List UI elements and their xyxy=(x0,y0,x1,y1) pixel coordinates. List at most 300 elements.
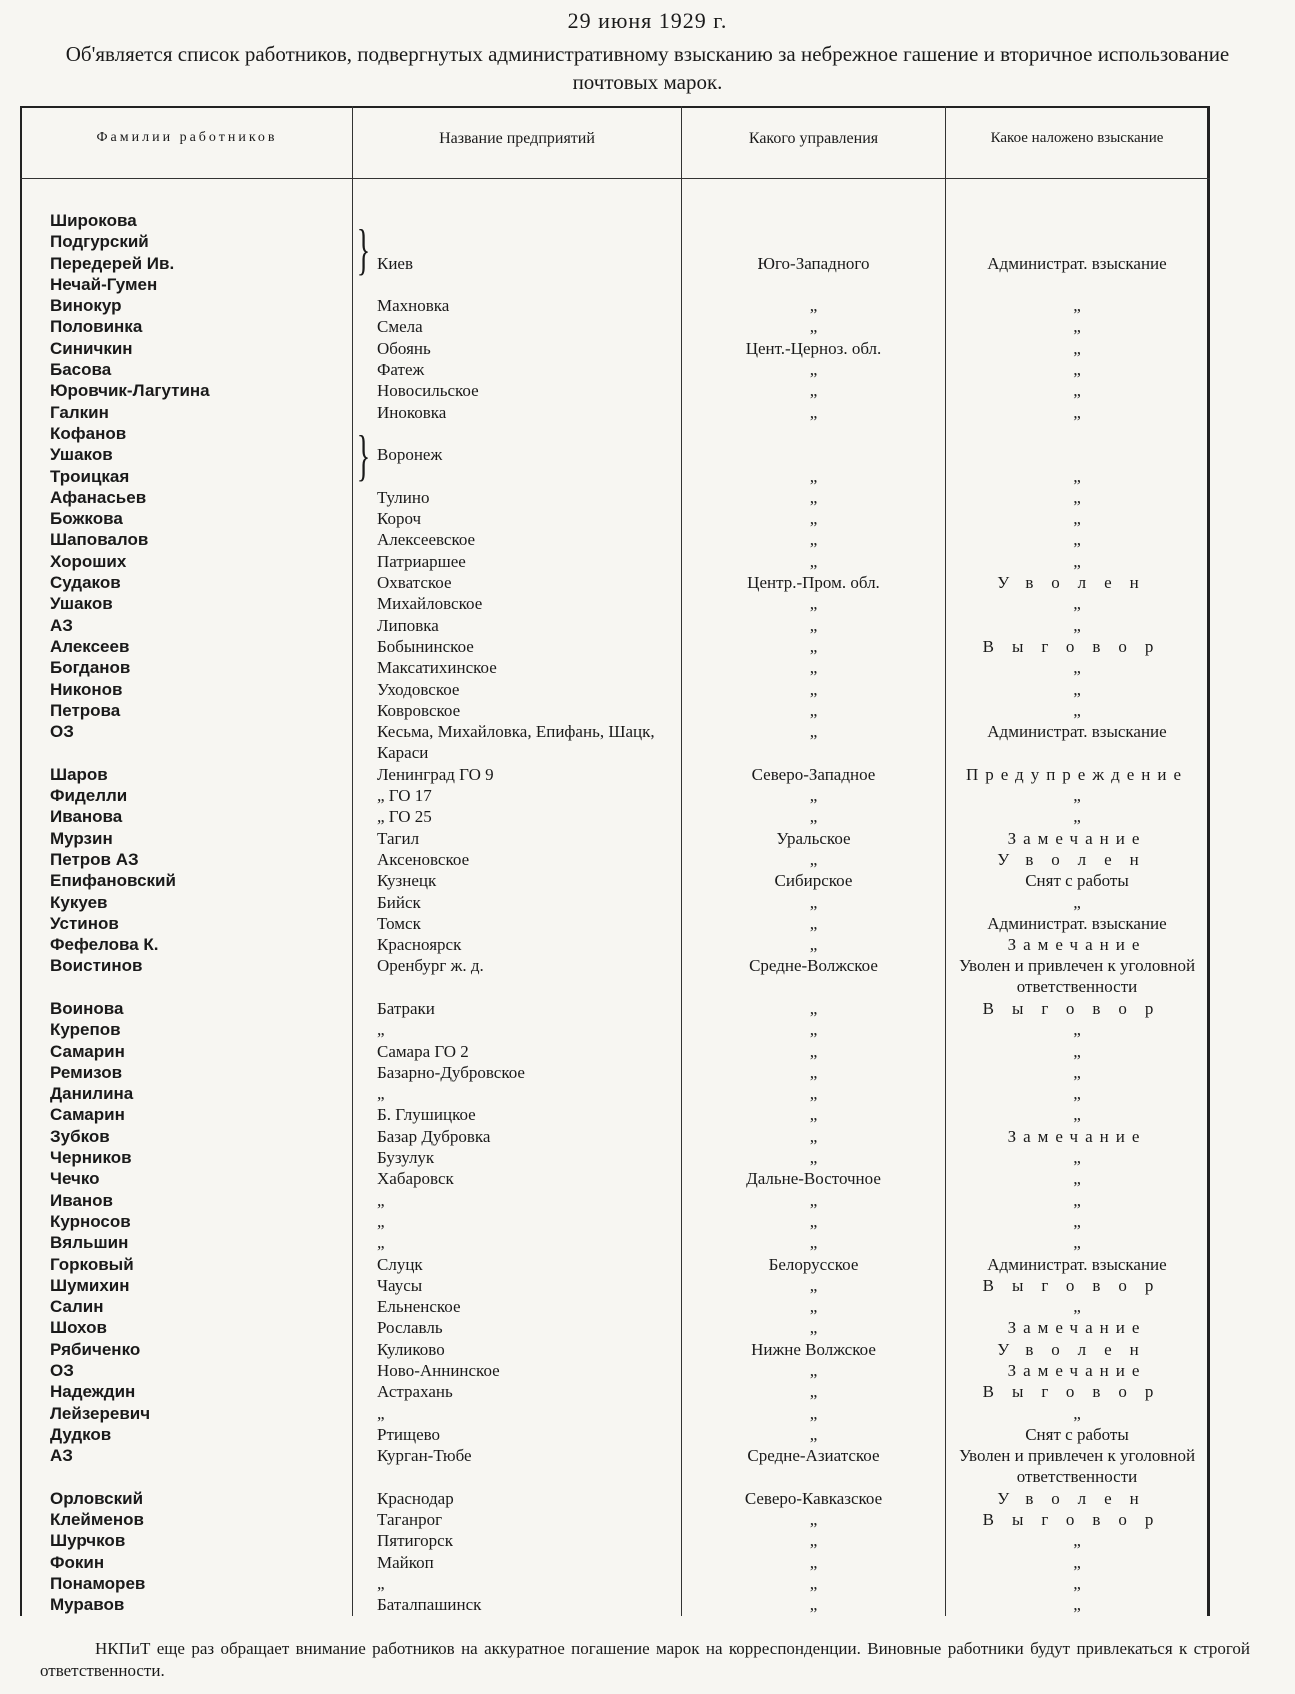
row-name: Подгурский xyxy=(50,232,149,252)
row-enterprise: Бобынинское xyxy=(377,636,474,656)
row-department: Северо-Кавказское xyxy=(744,1488,883,1508)
table-row xyxy=(0,1041,1295,1062)
row-penalty: Выговор xyxy=(982,1382,1172,1402)
row-name: Мурзин xyxy=(50,828,113,848)
row-name: Юровчик-Лагутина xyxy=(50,381,210,401)
row-name: Лейзеревич xyxy=(50,1403,151,1423)
row-enterprise: Ново-Аннинское xyxy=(377,1361,500,1381)
row-enterprise: Таганрог xyxy=(377,1510,443,1530)
table-row xyxy=(0,253,1295,274)
row-enterprise: Куликово xyxy=(377,1339,445,1359)
row-penalty: „ xyxy=(1073,786,1081,806)
row-department: „ xyxy=(809,1595,818,1615)
row-name: Иванов xyxy=(50,1190,114,1210)
row-department: „ xyxy=(809,913,818,933)
row-enterprise: Б. Глушицкое xyxy=(377,1105,476,1125)
table-row xyxy=(0,1019,1295,1040)
row-penalty: Замечание xyxy=(1007,828,1147,848)
row-penalty: „ xyxy=(1073,360,1081,380)
table-row xyxy=(0,508,1295,529)
row-enterprise: Охватское xyxy=(377,573,452,593)
table-row xyxy=(0,1126,1295,1147)
row-name: Ушаков xyxy=(50,445,113,465)
row-enterprise: Обоянь xyxy=(377,338,431,358)
table-row xyxy=(0,359,1295,380)
row-name: ОЗ xyxy=(50,1361,74,1381)
row-penalty: „ xyxy=(1073,1574,1081,1593)
row-name: Рябиченко xyxy=(50,1339,141,1359)
row-enterprise: Краснодар xyxy=(377,1488,454,1508)
row-enterprise: Самара ГО 2 xyxy=(377,1041,469,1061)
row-penalty: „ xyxy=(1073,530,1081,550)
row-name: Курносов xyxy=(50,1211,131,1231)
row-enterprise: „ ГО 25 xyxy=(377,807,432,827)
row-enterprise: Кесьма, Михайловка, Епифань, Шацк, Караси xyxy=(377,722,655,763)
row-name: Широкова xyxy=(50,211,137,230)
row-enterprise: „ xyxy=(377,1190,385,1210)
row-enterprise: Ковровское xyxy=(377,700,461,720)
row-penalty: Выговор xyxy=(982,998,1172,1018)
row-name: Горковый xyxy=(50,1254,134,1274)
row-name: Передерей Ив. xyxy=(50,253,175,273)
row-department: Северо-Западное xyxy=(751,764,876,784)
row-department: „ xyxy=(809,551,818,571)
table-row xyxy=(0,466,1295,487)
row-penalty: Предупреждение xyxy=(965,764,1189,784)
row-name: Чечко xyxy=(50,1169,100,1189)
table-row xyxy=(0,1594,1295,1615)
row-department: „ xyxy=(809,1552,818,1572)
row-enterprise: Красноярск xyxy=(377,935,462,955)
row-name: Клейменов xyxy=(50,1510,144,1530)
row-department: „ xyxy=(809,1297,818,1317)
row-department: „ xyxy=(809,402,818,422)
table-row xyxy=(0,572,1295,593)
row-enterprise: „ xyxy=(377,1574,385,1593)
table-row xyxy=(0,593,1295,614)
row-name: Данилина xyxy=(50,1084,134,1104)
table-row xyxy=(0,1296,1295,1317)
row-department: „ xyxy=(809,1041,818,1061)
row-enterprise: Слуцк xyxy=(377,1254,423,1274)
row-name: Хороших xyxy=(50,551,127,571)
table-row xyxy=(0,338,1295,359)
row-enterprise: Пятигорск xyxy=(377,1531,453,1551)
row-enterprise: Бийск xyxy=(377,892,421,912)
row-department: Дальне-Восточное xyxy=(746,1169,881,1189)
table-row xyxy=(0,955,1295,998)
row-department: „ xyxy=(809,807,818,827)
row-name: Воистинов xyxy=(50,956,143,976)
row-penalty: Уволен xyxy=(997,1339,1157,1359)
row-enterprise: Новосильское xyxy=(377,381,479,401)
row-name: Синичкин xyxy=(50,338,133,358)
row-penalty: Замечание xyxy=(1007,1361,1147,1381)
row-penalty: „ xyxy=(1073,679,1081,699)
row-department: „ xyxy=(809,1574,818,1593)
row-name: Устинов xyxy=(50,913,119,933)
table-row xyxy=(0,402,1295,423)
row-department: „ xyxy=(809,1190,818,1210)
row-name: Кофанов xyxy=(50,423,127,443)
row-penalty: „ xyxy=(1073,615,1081,635)
row-penalty: „ xyxy=(1073,700,1081,720)
header-department: Какого управления xyxy=(748,130,879,147)
row-name: Зубков xyxy=(50,1126,110,1146)
row-department: „ xyxy=(809,594,818,614)
table-row xyxy=(0,1232,1295,1253)
row-department: „ xyxy=(809,786,818,806)
row-department: „ xyxy=(809,615,818,635)
row-name: Шохов xyxy=(50,1318,107,1338)
table-row xyxy=(0,551,1295,572)
table-row xyxy=(0,1317,1295,1338)
row-enterprise: „ xyxy=(377,1020,385,1040)
row-enterprise: Патриаршее xyxy=(377,551,466,571)
row-penalty: „ xyxy=(1073,892,1081,912)
row-enterprise: Махновка xyxy=(377,296,450,316)
row-name: Епифановский xyxy=(50,871,176,891)
row-penalty: „ xyxy=(1073,381,1081,401)
document-date: 29 июня 1929 г. xyxy=(567,8,728,33)
table-row xyxy=(0,1381,1295,1402)
table-row xyxy=(0,913,1295,934)
row-department: „ xyxy=(809,998,818,1018)
table-row xyxy=(0,721,1295,764)
table-row xyxy=(0,934,1295,955)
row-enterprise: Базарно-Дубровское xyxy=(377,1062,525,1082)
row-enterprise: Тагил xyxy=(377,828,420,848)
table-row xyxy=(0,1083,1295,1104)
row-name: Шумихин xyxy=(50,1275,130,1295)
row-department: „ xyxy=(809,722,818,742)
row-penalty: Уволен xyxy=(997,849,1157,869)
row-enterprise: Оренбург ж. д. xyxy=(377,956,484,976)
row-name: АЗ xyxy=(50,615,73,635)
row-penalty: „ xyxy=(1073,1041,1081,1061)
row-name: Муравов xyxy=(50,1595,125,1615)
row-penalty: „ xyxy=(1073,807,1081,827)
table-row xyxy=(0,1360,1295,1381)
row-department: „ xyxy=(809,892,818,912)
row-enterprise: Алексеевское xyxy=(377,530,476,550)
row-enterprise: Михайловское xyxy=(377,594,483,614)
row-name: Шурчков xyxy=(50,1531,126,1551)
row-enterprise: „ xyxy=(377,1084,385,1104)
row-name: Петров АЗ xyxy=(50,849,139,869)
row-name: Шаров xyxy=(50,764,108,784)
row-penalty: „ xyxy=(1073,1595,1081,1615)
table-row xyxy=(0,657,1295,678)
row-department: „ xyxy=(809,1382,818,1402)
row-department: „ xyxy=(809,1275,818,1295)
row-enterprise: Майкоп xyxy=(377,1552,434,1572)
row-penalty: „ xyxy=(1073,402,1081,422)
row-name: Нечай-Гумен xyxy=(50,274,158,294)
row-enterprise: Максатихинское xyxy=(377,658,497,678)
table-row xyxy=(0,210,1295,231)
table-row xyxy=(0,870,1295,891)
row-department: „ xyxy=(809,1531,818,1551)
row-penalty: Выговор xyxy=(982,636,1172,656)
row-department: „ xyxy=(809,509,818,529)
row-name: АЗ xyxy=(50,1446,73,1466)
row-penalty: „ xyxy=(1073,509,1081,529)
row-department: „ xyxy=(809,1233,818,1253)
row-enterprise: Киев xyxy=(377,253,414,273)
table-row xyxy=(0,1403,1295,1424)
table-row xyxy=(0,1424,1295,1445)
brace-kiev: } xyxy=(356,219,371,281)
row-department: „ xyxy=(809,466,818,486)
row-penalty: „ xyxy=(1073,1531,1081,1551)
document-footer: НКПиТ еще раз обращает внимание работников на аккуратное погашение марок на корреспонденции. Виновные работники будут привлекаться к строгой ответственности. xyxy=(40,1639,1250,1680)
row-enterprise: Уходовское xyxy=(377,679,460,699)
row-name: Орловский xyxy=(50,1488,144,1508)
row-enterprise: Хабаровск xyxy=(377,1169,454,1189)
row-penalty: „ xyxy=(1073,1233,1081,1253)
table-row xyxy=(0,1552,1295,1573)
row-name: Понаморев xyxy=(50,1574,146,1593)
row-department: Центр.-Пром. обл. xyxy=(747,573,880,593)
table-row xyxy=(0,231,1295,252)
row-penalty: „ xyxy=(1073,594,1081,614)
row-penalty: „ xyxy=(1073,466,1081,486)
table-row xyxy=(0,1190,1295,1211)
row-department: „ xyxy=(809,1510,818,1530)
row-enterprise: Ленинград ГО 9 xyxy=(377,764,494,784)
table-row xyxy=(0,764,1295,785)
row-name: Божкова xyxy=(50,509,123,529)
row-department: Средне-Волжское xyxy=(749,956,878,976)
table-row xyxy=(0,295,1295,316)
row-name: Фиделли xyxy=(50,786,128,806)
row-department: „ xyxy=(809,636,818,656)
table-row xyxy=(0,1104,1295,1125)
row-department: „ xyxy=(809,849,818,869)
row-enterprise: „ xyxy=(377,1233,385,1253)
table-row xyxy=(0,1530,1295,1551)
row-penalty: „ xyxy=(1073,1020,1081,1040)
row-name: Алексеев xyxy=(50,636,130,656)
row-department: „ xyxy=(809,487,818,507)
table-row xyxy=(0,1445,1295,1488)
row-penalty: Уволен и привлечен к уголовной ответственности xyxy=(958,1446,1196,1487)
row-penalty: „ xyxy=(1073,1403,1081,1423)
row-department: „ xyxy=(809,1403,818,1423)
row-name: Вяльшин xyxy=(50,1233,129,1253)
table-body xyxy=(0,210,1295,1616)
header-penalty: Какое наложено взыскание xyxy=(990,130,1164,146)
row-department: „ xyxy=(809,317,818,337)
row-enterprise: Батраки xyxy=(377,998,435,1018)
row-name: Никонов xyxy=(50,679,123,699)
table-row xyxy=(0,615,1295,636)
brace-voronezh: } xyxy=(356,425,371,487)
table-row xyxy=(0,636,1295,657)
table-row xyxy=(0,785,1295,806)
row-penalty: „ xyxy=(1073,1190,1081,1210)
row-name: Фефелова К. xyxy=(50,935,159,955)
row-name: Троицкая xyxy=(50,466,130,486)
row-penalty: „ xyxy=(1073,1211,1081,1231)
table-row xyxy=(0,1211,1295,1232)
row-enterprise: Фатеж xyxy=(377,360,425,380)
table-row xyxy=(0,1339,1295,1360)
row-penalty: „ xyxy=(1073,1105,1081,1125)
row-penalty: „ xyxy=(1073,487,1081,507)
row-name: Богданов xyxy=(50,658,131,678)
row-penalty: Администрат. взыскание xyxy=(987,1254,1167,1274)
row-penalty: „ xyxy=(1073,317,1081,337)
row-enterprise: Тулино xyxy=(377,487,430,507)
row-name: Ушаков xyxy=(50,594,113,614)
row-department: „ xyxy=(809,1424,818,1444)
row-department: „ xyxy=(809,360,818,380)
row-name: Афанасьев xyxy=(50,487,147,507)
row-enterprise: Курган-Тюбе xyxy=(377,1446,472,1466)
row-penalty: „ xyxy=(1073,1169,1081,1189)
row-penalty: „ xyxy=(1073,296,1081,316)
row-name: Черников xyxy=(50,1148,132,1168)
row-enterprise: Баталпашинск xyxy=(377,1595,482,1615)
row-enterprise: Ельненское xyxy=(377,1297,461,1317)
header-divider xyxy=(20,178,1210,179)
row-enterprise: Бузулук xyxy=(377,1148,435,1168)
row-department: Сибирское xyxy=(774,871,853,891)
table-row xyxy=(0,380,1295,401)
row-enterprise: Иноковка xyxy=(377,402,447,422)
header-name: Фамилии работников xyxy=(96,130,278,145)
table-row xyxy=(0,1573,1295,1594)
table-row xyxy=(0,1275,1295,1296)
row-department: Белорусское xyxy=(768,1254,859,1274)
row-name: Дудков xyxy=(50,1424,112,1444)
row-enterprise: „ xyxy=(377,1403,385,1423)
row-enterprise: Базар Дубровка xyxy=(377,1126,491,1146)
row-penalty: „ xyxy=(1073,551,1081,571)
table-row xyxy=(0,679,1295,700)
row-enterprise: Аксеновское xyxy=(377,849,470,869)
row-enterprise: Астрахань xyxy=(377,1382,453,1402)
row-department: „ xyxy=(809,1062,818,1082)
row-enterprise: Короч xyxy=(377,509,422,529)
row-name: Самарин xyxy=(50,1041,125,1061)
row-enterprise: „ xyxy=(377,1211,385,1231)
table-row xyxy=(0,828,1295,849)
row-enterprise: Воронеж xyxy=(377,445,443,465)
row-penalty: Администрат. взыскание xyxy=(987,913,1167,933)
row-penalty: Уволен и привлечен к уголовной ответственности xyxy=(958,956,1196,997)
row-department: „ xyxy=(809,530,818,550)
row-name: Курепов xyxy=(50,1020,121,1040)
document-intro: Об'является список работников, подвергнутых административному взысканию за небрежное гашение и вторичное использование почтовых марок. xyxy=(65,42,1230,94)
row-department: Юго-Западного xyxy=(757,253,870,273)
row-department: „ xyxy=(809,296,818,316)
row-department: Нижне Волжское xyxy=(751,1339,876,1359)
table-row xyxy=(0,423,1295,444)
row-name: Шаповалов xyxy=(50,530,149,550)
row-penalty: „ xyxy=(1073,1552,1081,1572)
row-department: „ xyxy=(809,935,818,955)
row-name: Надеждин xyxy=(50,1382,136,1402)
row-department: „ xyxy=(809,1361,818,1381)
row-enterprise: Смела xyxy=(377,317,423,337)
row-name: Галкин xyxy=(50,402,109,422)
row-enterprise: Ртищево xyxy=(377,1424,441,1444)
row-name: Петрова xyxy=(50,700,121,720)
row-department: „ xyxy=(809,1318,818,1338)
row-penalty: Замечание xyxy=(1007,1126,1147,1146)
row-department: „ xyxy=(809,1084,818,1104)
row-enterprise: Кузнецк xyxy=(377,871,437,891)
row-penalty: Снят с работы xyxy=(1025,1424,1129,1444)
row-department: „ xyxy=(809,381,818,401)
row-name: Басова xyxy=(50,360,112,380)
table-row xyxy=(0,849,1295,870)
table-row xyxy=(0,487,1295,508)
row-name: Кукуев xyxy=(50,892,108,912)
table-row xyxy=(0,1488,1295,1509)
table-row xyxy=(0,1147,1295,1168)
row-penalty: „ xyxy=(1073,1084,1081,1104)
row-penalty: Выговор xyxy=(982,1275,1172,1295)
row-enterprise: „ ГО 17 xyxy=(377,786,432,806)
row-department: „ xyxy=(809,1105,818,1125)
row-enterprise: Чаусы xyxy=(377,1275,423,1295)
row-penalty: „ xyxy=(1073,1148,1081,1168)
row-enterprise: Липовка xyxy=(377,615,439,635)
row-penalty: Уволен xyxy=(997,573,1157,593)
table-row xyxy=(0,1168,1295,1189)
table-row xyxy=(0,892,1295,913)
table-row xyxy=(0,444,1295,465)
row-name: Фокин xyxy=(50,1552,105,1572)
row-penalty: Уволен xyxy=(997,1488,1157,1508)
row-enterprise: Томск xyxy=(377,913,421,933)
row-penalty: „ xyxy=(1073,658,1081,678)
row-department: „ xyxy=(809,679,818,699)
row-penalty: Администрат. взыскание xyxy=(987,253,1167,273)
row-penalty: Выговор xyxy=(982,1510,1172,1530)
row-name: Салин xyxy=(50,1297,104,1317)
row-department: „ xyxy=(809,700,818,720)
row-penalty: „ xyxy=(1073,1297,1081,1317)
row-penalty: Снят с работы xyxy=(1025,871,1129,891)
row-penalty: Замечание xyxy=(1007,1318,1147,1338)
row-penalty: „ xyxy=(1073,338,1081,358)
row-department: „ xyxy=(809,658,818,678)
row-name: Самарин xyxy=(50,1105,125,1125)
table-row xyxy=(0,998,1295,1019)
row-enterprise: Рославль xyxy=(377,1318,443,1338)
table-row xyxy=(0,1509,1295,1530)
row-name: Судаков xyxy=(50,573,121,593)
table-row xyxy=(0,316,1295,337)
row-department: „ xyxy=(809,1148,818,1168)
row-department: „ xyxy=(809,1211,818,1231)
row-department: Средне-Азиатское xyxy=(747,1446,880,1466)
row-name: Винокур xyxy=(50,296,122,316)
row-department: Уральское xyxy=(776,828,851,848)
row-penalty: Замечание xyxy=(1007,935,1147,955)
row-name: Воинова xyxy=(50,998,124,1018)
table-row xyxy=(0,1254,1295,1275)
row-name: Иванова xyxy=(50,807,123,827)
table-row xyxy=(0,1062,1295,1083)
header-enterprise: Название предприятий xyxy=(439,130,595,147)
row-penalty: „ xyxy=(1073,1062,1081,1082)
